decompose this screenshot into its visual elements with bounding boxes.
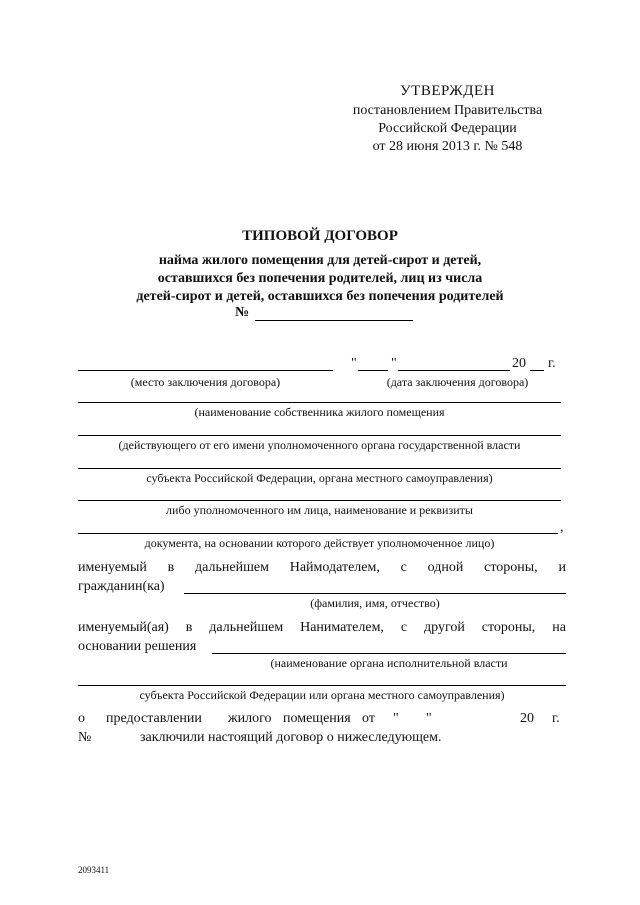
provision-word-o: о (78, 711, 85, 726)
subject-caption: субъекта Российской Федерации, органа местного самоуправления) (146, 471, 493, 485)
word: с (400, 560, 407, 575)
day-field[interactable] (358, 370, 388, 371)
day-quote-close: " (391, 356, 397, 371)
concluded-text: заключили настоящий договор о нижеследующем. (140, 730, 442, 745)
decision-field[interactable] (212, 653, 566, 654)
word: Наймодателем, (289, 560, 380, 575)
provision-word: помещения (283, 711, 351, 726)
subtitle-line-3: детей-сирот и детей, оставшихся без попечения родителей (136, 289, 504, 304)
word: другой (424, 620, 465, 635)
acting-caption: (действующего от его имени уполномоченного органа государственной власти (118, 438, 521, 452)
provision-quote-open: " (393, 711, 399, 726)
day-quote-open: " (351, 356, 357, 371)
word: стороны, (484, 560, 538, 575)
provision-quote-close: " (426, 711, 432, 726)
word: дальнейшем (195, 560, 269, 575)
document-field[interactable] (78, 533, 558, 534)
word: именуемый(ая) (78, 620, 169, 635)
subtitle-line-1: найма жилого помещения для детей-сирот и детей, (158, 253, 482, 268)
approval-line-3: от 28 июня 2013 г. № 548 (372, 139, 523, 154)
owner-field[interactable] (78, 402, 561, 403)
authorized-field[interactable] (78, 500, 561, 501)
word: и (558, 560, 566, 575)
tenant-line (78, 620, 566, 636)
date-caption: (дата заключения договора) (386, 375, 529, 389)
word: именуемый (78, 560, 147, 575)
fio-caption: (фамилия, имя, отчество) (310, 596, 440, 610)
year-field[interactable] (530, 370, 544, 371)
document-title: ТИПОВОЙ ДОГОВОР (242, 228, 398, 244)
word: Нанимателем, (300, 620, 384, 635)
provision-word: от (362, 711, 375, 726)
citizen-field[interactable] (184, 593, 566, 594)
place-caption: (место заключения договора) (130, 375, 281, 389)
subject-field[interactable] (78, 468, 561, 469)
decision-subject-field[interactable] (78, 685, 566, 686)
approval-line-1: постановлением Правительства (352, 103, 543, 118)
footer-code: 2093411 (78, 865, 110, 875)
word: стороны, (481, 620, 536, 635)
approval-line-2: Российской Федерации (378, 121, 517, 136)
word: на (552, 620, 566, 635)
provision-word: жилого (228, 711, 272, 726)
citizen-label: гражданин(ка) (78, 579, 165, 594)
word: в (167, 560, 175, 575)
document-caption: документа, на основании которого действует уполномоченное лицо) (144, 536, 495, 550)
provision-year: 20 (520, 711, 534, 726)
approval-title: УТВЕРЖДЕН (400, 83, 495, 99)
word: с (400, 620, 408, 635)
provision-year-suffix: г. (552, 711, 560, 726)
contract-number (235, 305, 413, 321)
word: одной (427, 560, 464, 575)
word: дальнейшем (209, 620, 284, 635)
subtitle-line-2: оставшихся без попечения родителей, лиц из числа (157, 271, 483, 286)
provision-word: предоставлении (106, 711, 202, 726)
number-sign: № (235, 305, 250, 320)
place-field[interactable] (78, 370, 333, 371)
owner-caption: (наименование собственника жилого помещения (194, 405, 445, 419)
provision-number-sign: № (78, 730, 92, 745)
contract-number-field[interactable] (255, 306, 413, 321)
basis-label: основании решения (78, 639, 197, 654)
authorized-caption: либо уполномоченного им лица, наименование и реквизиты (166, 503, 473, 517)
month-field[interactable] (398, 370, 510, 371)
acting-field[interactable] (78, 435, 561, 436)
landlord-line (78, 560, 566, 576)
subject2-caption: субъекта Российской Федерации или органа местного самоуправления) (139, 688, 505, 702)
year-suffix: г. (548, 356, 556, 371)
word: в (185, 620, 193, 635)
comma: , (560, 520, 564, 535)
year-prefix: 20 (512, 356, 526, 371)
exec-body-caption: (наименование органа исполнительной власти (270, 656, 508, 670)
